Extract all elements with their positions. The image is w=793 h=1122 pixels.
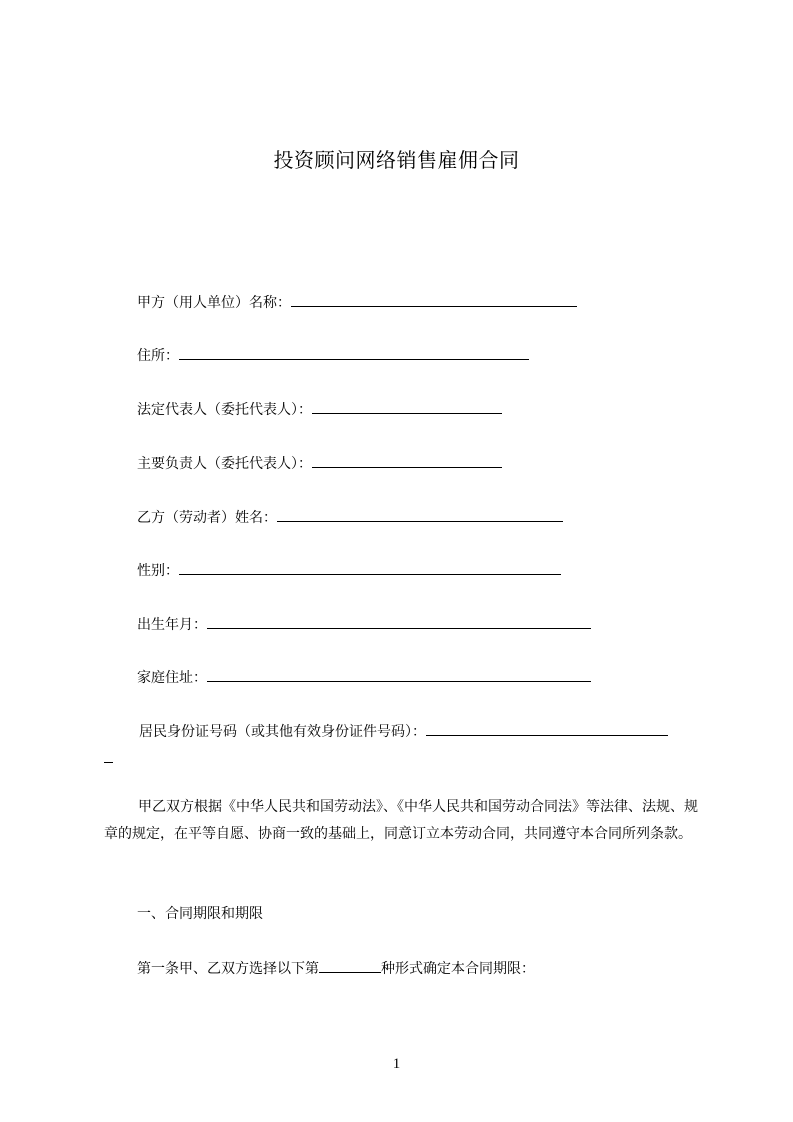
field-label: 主要负责人（委托代表人）： bbox=[137, 456, 312, 472]
field-label: 住所： bbox=[137, 348, 179, 364]
intro-paragraph bbox=[104, 794, 704, 848]
document-title: 投资顾问网络销售雇佣合同 bbox=[273, 148, 520, 172]
article-1-prefix: 第一条甲、乙双方选择以下第 bbox=[137, 961, 319, 977]
field-label: 居民身份证号码（或其他有效身份证件号码）： bbox=[139, 724, 426, 740]
field-label: 乙方（劳动者）姓名： bbox=[137, 510, 277, 526]
page-number: 1 bbox=[392, 1056, 401, 1072]
intro-text: 甲乙双方根据《中华人民共和国劳动法》、《中华人民共和国劳动合同法》等法律、法规、规章的规定，在平等自愿、协商一致的基础上，同意订立本劳动合同，共同遵守本合同所列条款。 bbox=[104, 799, 698, 842]
field-party-a-name bbox=[137, 294, 577, 311]
fill-in-blank[interactable] bbox=[179, 562, 561, 575]
field-party-b-name bbox=[137, 509, 563, 526]
field-label: 家庭住址： bbox=[137, 670, 207, 686]
field-address bbox=[137, 347, 529, 364]
fill-in-blank[interactable] bbox=[207, 669, 591, 682]
field-label: 法定代表人（委托代表人）： bbox=[137, 402, 312, 418]
article-1 bbox=[137, 960, 535, 977]
field-home-address bbox=[137, 669, 591, 686]
article-1-suffix: 种形式确定本合同期限： bbox=[381, 961, 535, 977]
field-legal-representative bbox=[137, 401, 502, 418]
field-id-number bbox=[139, 723, 668, 740]
fill-in-blank[interactable] bbox=[426, 723, 668, 736]
fill-in-blank[interactable] bbox=[207, 616, 591, 629]
section-heading: 一、合同期限和期限 bbox=[137, 906, 263, 922]
fill-in-blank[interactable] bbox=[319, 960, 381, 973]
field-gender bbox=[137, 562, 561, 579]
field-label: 甲方（用人单位）名称： bbox=[137, 295, 291, 311]
fill-in-blank[interactable] bbox=[312, 455, 502, 468]
fill-in-blank[interactable] bbox=[312, 401, 502, 414]
line-continuation bbox=[104, 762, 113, 763]
field-principal bbox=[137, 455, 502, 472]
field-birth-date bbox=[137, 616, 591, 633]
field-label: 性别： bbox=[137, 563, 179, 579]
fill-in-blank[interactable] bbox=[291, 294, 577, 307]
fill-in-blank[interactable] bbox=[179, 347, 529, 360]
fill-in-blank[interactable] bbox=[277, 509, 563, 522]
field-label: 出生年月： bbox=[137, 617, 207, 633]
